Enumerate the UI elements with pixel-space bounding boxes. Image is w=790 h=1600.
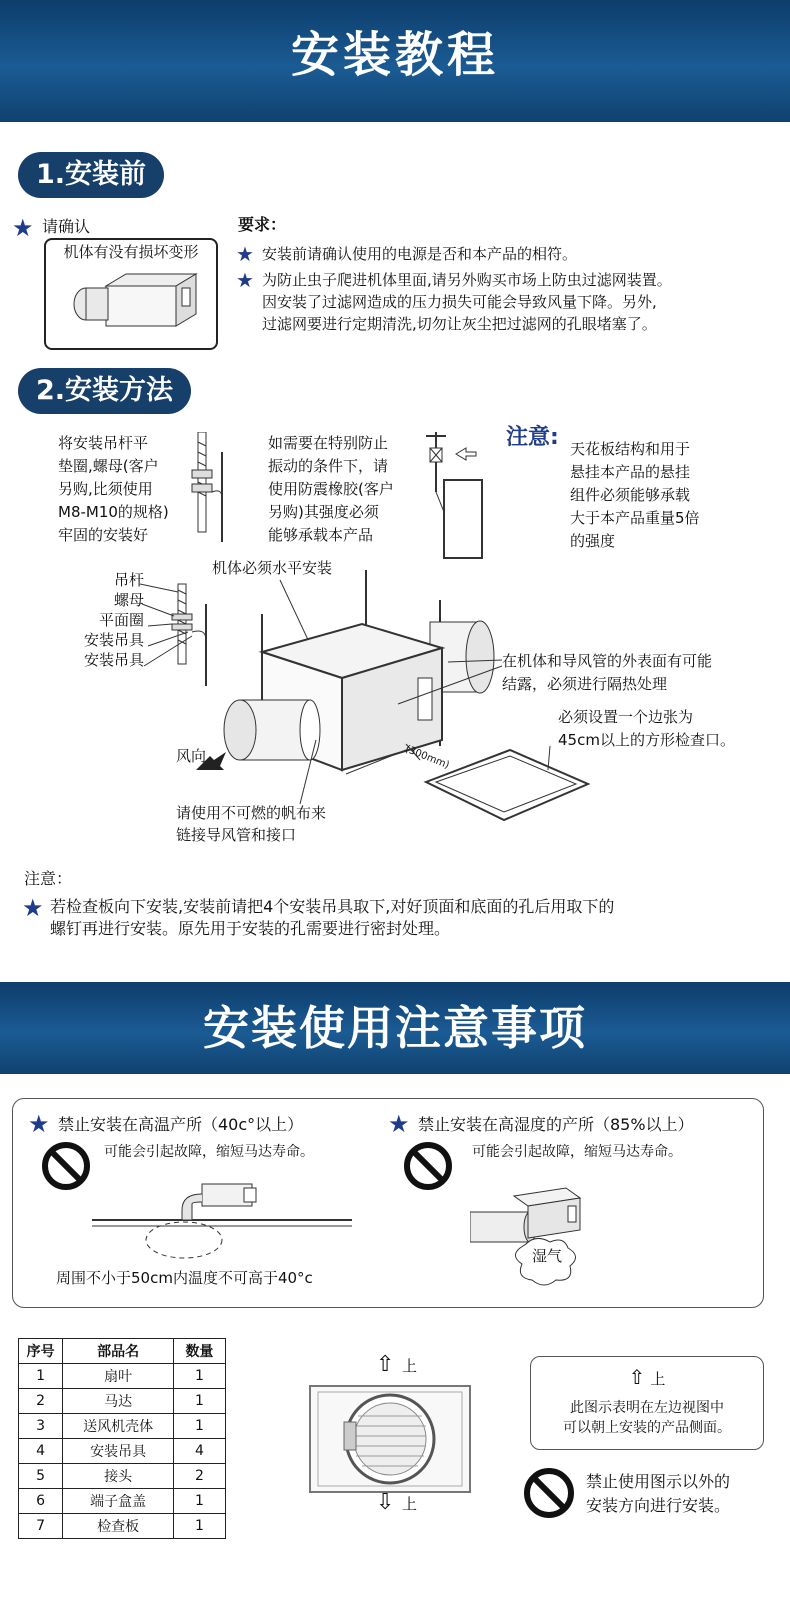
text-line: 链接导风管和接口	[176, 826, 297, 844]
installation-diagram	[130, 570, 770, 840]
table-row	[19, 1514, 226, 1539]
text-line: 结露，必须进行隔热处理	[502, 675, 668, 693]
header-no: 序号	[19, 1339, 63, 1364]
condensation-note	[502, 650, 712, 696]
confirm-box	[44, 238, 218, 350]
star-icon: ★	[236, 242, 254, 266]
text-line: 另购)其强度必须	[268, 503, 379, 521]
up-arrow-icon: ⇧	[376, 1352, 395, 1377]
header-part-name: 部品名	[63, 1339, 174, 1364]
orientation-prohibition-note	[586, 1470, 730, 1518]
rubber-mount-illustration	[418, 432, 498, 562]
requirement-2-line-3: 过滤网要进行定期清洗,切勿让灰尘把过滤网的孔眼堵塞了。	[262, 315, 657, 333]
orientation-explanation	[531, 1398, 763, 1438]
down-arrow-icon: ⇩	[376, 1490, 395, 1515]
high-temp-illustration	[92, 1180, 352, 1260]
prohibited-icon	[40, 1140, 92, 1192]
cell: 1	[173, 1364, 225, 1389]
cell: 1	[173, 1389, 225, 1414]
anti-vibration-instructions	[268, 432, 394, 547]
canvas-connection-note	[176, 802, 326, 846]
cell: 送风机壳体	[63, 1414, 174, 1439]
star-icon: ★	[12, 214, 34, 242]
text-line: 悬挂本产品的悬挂	[570, 463, 691, 481]
table-row	[19, 1439, 226, 1464]
bottom-note-line-1: 若检查板向下安装,安装前请把4个安装吊具取下,对好顶面和底面的孔后用取下的	[50, 897, 615, 916]
up-label-bottom: 上	[402, 1495, 418, 1513]
star-icon: ★	[28, 1110, 50, 1138]
cell: 5	[19, 1464, 63, 1489]
table-row	[19, 1464, 226, 1489]
table-row	[19, 1364, 226, 1389]
prohibited-icon	[522, 1466, 576, 1520]
bottom-note-label: 注意：	[24, 869, 73, 888]
note-label: 注意:	[506, 425, 559, 450]
bottom-note-line-2: 螺钉再进行安装。原先用于安装的孔需要进行密封处理。	[50, 919, 451, 938]
text-line: 能够承载本产品	[268, 526, 374, 544]
prohibited-icon	[402, 1140, 454, 1192]
up-label-top: 上	[402, 1357, 418, 1375]
text-line: 可以朝上安装的产品侧面。	[563, 1420, 731, 1436]
cell: 马达	[63, 1389, 174, 1414]
precautions-banner	[0, 982, 790, 1074]
text-line: 牢固的安装好	[58, 526, 149, 544]
star-icon: ★	[236, 268, 254, 292]
confirm-box-text: 机体有没有损坏变形	[63, 243, 199, 261]
text-line: 振动的条件下，请	[268, 457, 389, 475]
level-install-label: 机体必须水平安装	[212, 559, 333, 577]
requirement-2-line-1: 为防止虫子爬进机体里面,请另外购买市场上防虫过滤网装置。	[262, 271, 672, 289]
header-quantity: 数量	[173, 1339, 225, 1364]
text-line: 安装方向进行安装。	[586, 1496, 731, 1515]
cell: 扇叶	[63, 1364, 174, 1389]
text-line: 在机体和导风管的外表面有可能	[502, 652, 713, 670]
cell: 6	[19, 1489, 63, 1514]
page-title: 安装教程	[290, 27, 499, 83]
text-line: 组件必须能够承载	[570, 486, 691, 504]
text-line: 使用防震橡胶(客户	[268, 480, 394, 498]
confirm-label: 请确认	[42, 217, 91, 236]
table-row	[19, 1489, 226, 1514]
wind-direction-label: 风向	[176, 747, 207, 765]
text-line: 垫圈,螺母(客户	[58, 457, 159, 475]
high-humidity-warning-title: 禁止安装在高湿度的产所（85%以上）	[418, 1115, 694, 1134]
cell: 3	[19, 1414, 63, 1439]
text-line: 请使用不可燃的帆布来	[176, 804, 327, 822]
table-row	[19, 1389, 226, 1414]
cell: 1	[173, 1414, 225, 1439]
dimension-label: (300mm)	[403, 743, 451, 772]
requirements-heading: 要求：	[238, 215, 287, 234]
cell: 1	[19, 1364, 63, 1389]
fan-front-view-illustration	[306, 1382, 476, 1498]
text-line: 必须设置一个边张为	[558, 708, 694, 726]
high-temp-warning-sub: 可能会引起故障，缩短马达寿命。	[104, 1144, 314, 1160]
ceiling-strength-note	[570, 438, 700, 553]
rod-bracket-illustration-1	[186, 432, 236, 542]
cell: 安装吊具	[63, 1439, 174, 1464]
requirement-2-line-2: 因安装了过滤网造成的压力损失可能会导致风量下降。另外,	[262, 293, 657, 311]
high-temp-caption: 周围不小于50cm内温度不可高于40°c	[56, 1269, 313, 1287]
orientation-up-label: 上	[650, 1370, 666, 1388]
page-title-banner	[0, 0, 790, 122]
high-humidity-warning-sub: 可能会引起故障，缩短马达寿命。	[472, 1144, 682, 1160]
text-line: 天花板结构和用于	[570, 440, 691, 458]
star-icon: ★	[22, 894, 44, 922]
callout-washer: 平面圈	[98, 611, 144, 629]
requirement-1: 安装前请确认使用的电源是否和本产品的相符。	[262, 245, 578, 263]
cell: 1	[173, 1514, 225, 1539]
callout-hanging-rod: 吊杆	[113, 571, 144, 589]
text-line: 45cm以上的方形检查口。	[558, 731, 735, 749]
cell: 2	[19, 1389, 63, 1414]
text-line: M8-M10的规格)	[58, 503, 169, 521]
cell: 检查板	[63, 1514, 174, 1539]
up-arrow-icon: ⇧	[628, 1365, 646, 1389]
hanging-rod-instructions	[58, 432, 169, 547]
cell: 7	[19, 1514, 63, 1539]
parts-table	[18, 1338, 226, 1539]
text-line: 此图示表明在左边视图中	[570, 1400, 724, 1416]
cell: 4	[173, 1439, 225, 1464]
text-line: 将安装吊杆平	[58, 434, 149, 452]
cell: 接头	[63, 1464, 174, 1489]
precautions-title: 安装使用注意事项	[203, 1001, 587, 1055]
orientation-info-box	[530, 1356, 764, 1450]
text-line: 禁止使用图示以外的	[586, 1472, 731, 1491]
table-header-row	[19, 1339, 226, 1364]
text-line: 另购,比须使用	[58, 480, 153, 498]
text-line: 大于本产品重量5倍	[570, 509, 700, 527]
high-temp-warning-title: 禁止安装在高温产所（40c°以上）	[58, 1115, 304, 1134]
text-line: 的强度	[570, 532, 616, 550]
text-line: 如需要在特别防止	[268, 434, 389, 452]
section-1-title: 1.安装前	[18, 152, 164, 198]
table-row	[19, 1414, 226, 1439]
cell: 4	[19, 1439, 63, 1464]
steam-label: 湿气	[532, 1247, 563, 1265]
orientation-up-row	[531, 1365, 763, 1390]
callout-nut: 螺母	[113, 591, 144, 609]
fan-unit-illustration	[46, 266, 216, 346]
star-icon: ★	[388, 1110, 410, 1138]
cell: 端子盒盖	[63, 1489, 174, 1514]
cell: 2	[173, 1464, 225, 1489]
section-2-title: 2.安装方法	[18, 368, 191, 414]
callout-bracket: 安装吊具	[83, 631, 144, 649]
inspection-port-note	[558, 706, 735, 752]
callout-bracket: 安装吊具	[83, 651, 144, 669]
high-humidity-illustration	[470, 1186, 600, 1296]
cell: 1	[173, 1489, 225, 1514]
